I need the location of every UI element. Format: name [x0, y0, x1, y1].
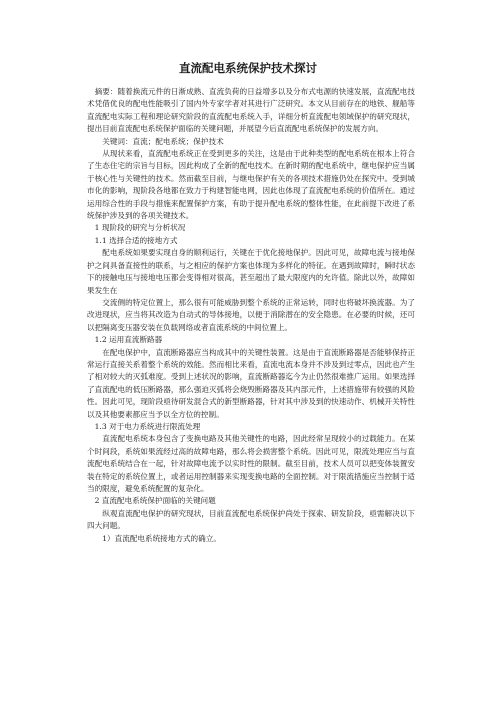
section-heading-2: 2 直流配电系统保护面临的关键问题	[94, 496, 216, 506]
subsection-heading-1-3: 1.3 对于电力系统进行限流处理	[94, 421, 201, 431]
subsection-heading-1-1: 1.1 选择合适的接地方式	[94, 235, 178, 245]
subsection-heading-1-2: 1.2 运用直流断路器	[94, 335, 163, 345]
paper-body	[87, 86, 415, 545]
paragraph-1-1b: 交流侧的特定位置上，那么很有可能威胁到整个系统的正常运转，同时也将破坏换流器。为了改进现状，应当将其改造为自动式的导体接地，以便于消除潜在的安全隐患。在必要的时候，还可以把隔离变压器安装在负载网络或者直流系统的中间位置上。	[87, 297, 415, 332]
list-item-1: 1）直流配电系统接地方式的确立。	[102, 533, 221, 543]
paragraph-1-2: 在配电保护中，直流断路器应当构成其中的关键性装置。这是由于直流断路器是否能够保持正常运行直接关系着整个系统的效能。然而相比来看，直流电流本身并不涉及到过零点，因此也产生了相对较大的灭弧难度。受到上述状况的影响，直流断路器迄今为止仍然很难推广运用。如果选择了直流配电的低压断路器，那么强迫灭弧将会烧毁断路器及其内部元件，上述措施带有较强的风险性。因此可见，现阶段亟待研发混合式的新型断路器，针对其中涉及到的快速动作、机械开关特性以及其他要素都应当予以全方位的控制。	[87, 347, 415, 419]
intro-paragraph: 从现状来看，直流配电系统正在受到更多的关注，这是由于此种类型的配电系统在根本上符合了生态住宅的宗旨与目标，因此构成了全新的配电技术。在新时期的配电系统中，继电保护应当属于核心性与关键性的技术。然而截至目前，与继电保护有关的各项技术措施仍处在探究中。受到城市化的影响，现阶段各地都在致力于构建智能电网，因此也体现了直流配电系统的价值所在。通过运用综合性的手段与措施来配置保护方案，有助于提升配电系统的整体性能，在此前提下改进了系统保护涉及到的各项关键技术。	[87, 149, 415, 221]
paragraph-1-1: 配电系统如果要实现自身的顺利运行，关键在于优化接地保护。因此可见，故障电流与接地保护之间具备直接性的联系，与之相应的保护方案也体现为多样化的特征。在遇到故障时，瞬时状态下的接触电压与接地电压都会变得相对很高，甚至超出了最大限度内的允许值。除此以外，故障如果发生在	[87, 248, 415, 295]
abstract: 摘要：随着换流元件的日渐成熟、直流负荷的日益增多以及分布式电源的快速发展，直流配电技术凭借优良的配电性能吸引了国内外专家学者对其进行广泛研究。本文从目前存在的地铁、舰船等直流配电实际工程和理论研究阶段的直流配电系统入手，详细分析直流配电领域保护的研究现状，提出目前直流配电系统保护面临的关键问题，并展望今后直流配电系统保护的发展方向。	[87, 87, 415, 134]
paragraph-1-3: 直流配电系统本身包含了变换电路及其他关键性的电路，因此经常呈现较小的过载能力。在某个时间段，系统如果流经过高的故障电路，那么将会损害整个系统。因此可见，限流处理应当与直流配电系统结合在一起，针对故障电流予以实时性的限制。截至目前，技术人员可以把变体装置安装在特定的系统位置上，或者运用控制器来实现变换电路的全面控制。对于限流措施应当控制于适当的限度，避免系统配置的复杂化。	[87, 434, 415, 493]
paragraph-2: 纵观直流配电保护的研究现状，目前直流配电系统保护尚处于探索、研发阶段，亟需解决以下四大问题。	[87, 508, 415, 531]
section-heading-1: 1 现阶段的研究与分析状况	[94, 223, 186, 233]
paper-title: 直流配电系统保护技术探讨	[179, 61, 317, 75]
keywords: 关键词：直流；配电系统；保护技术	[102, 136, 224, 146]
